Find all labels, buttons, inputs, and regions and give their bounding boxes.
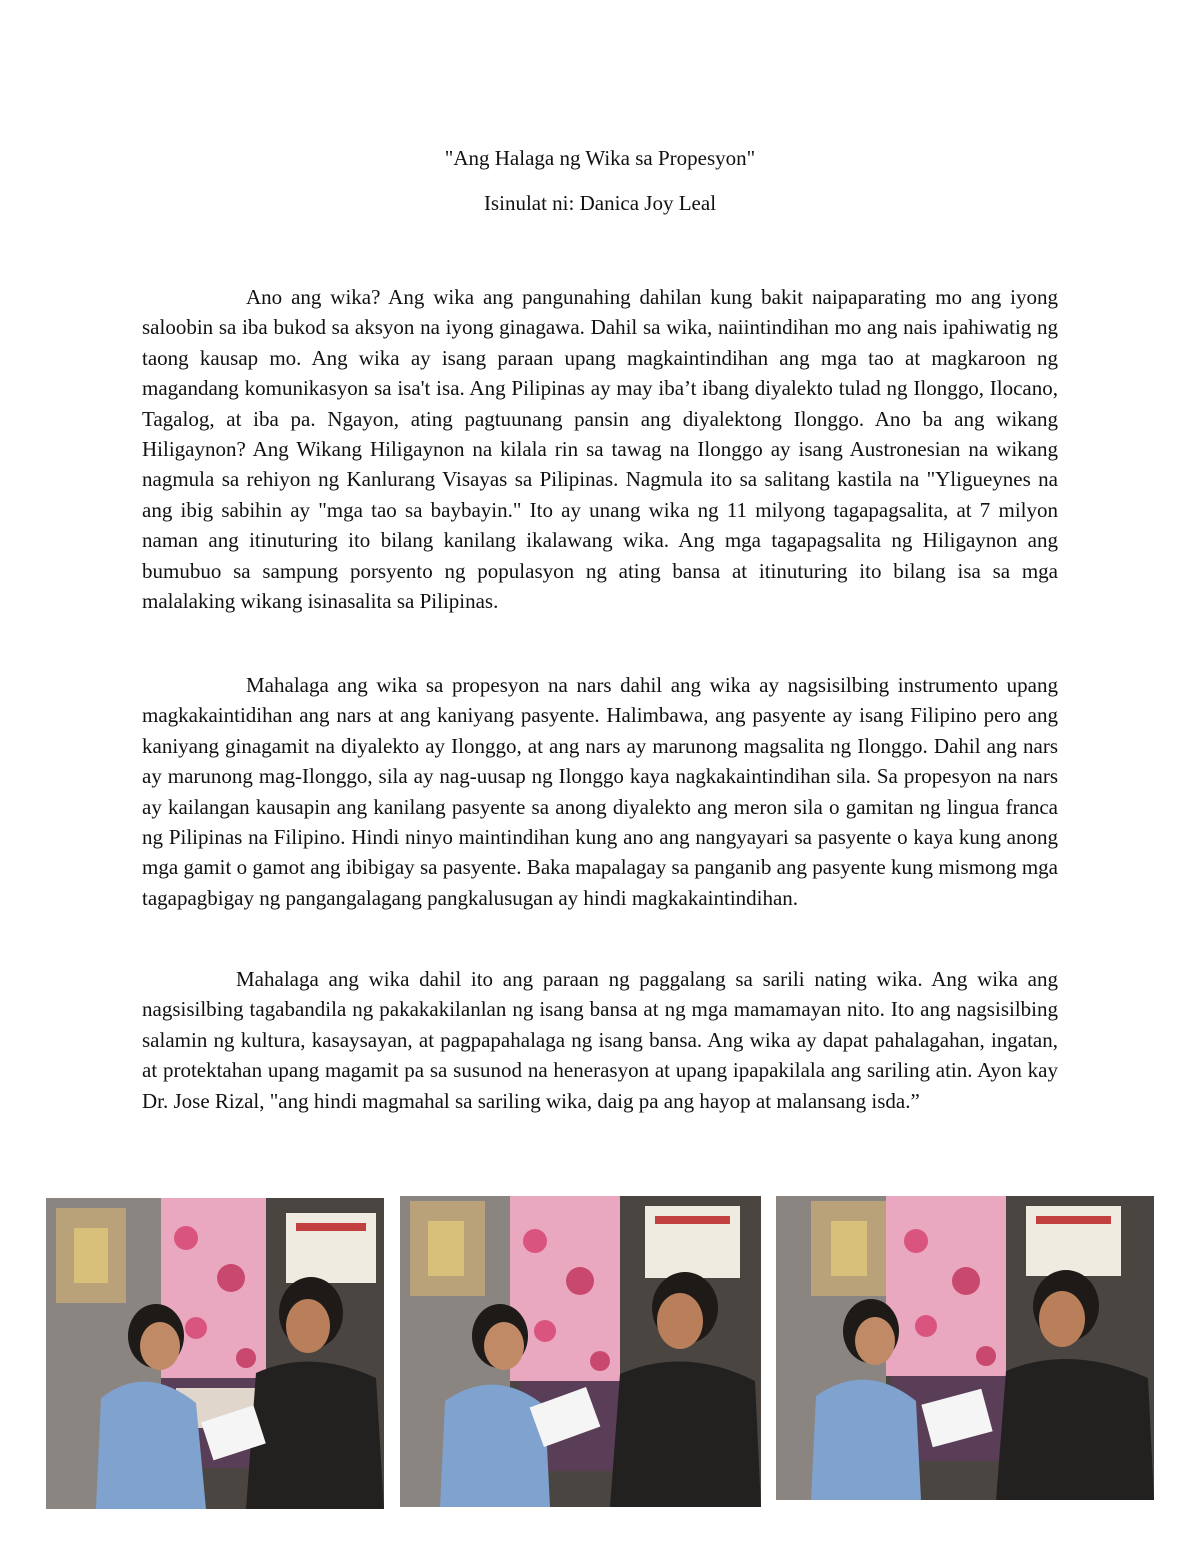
photo-interview-2 (400, 1196, 761, 1507)
paragraph-3: Mahalaga ang wika dahil ito ang paraan ng paggalang sa sarili nating wika. Ang wika ang nagsisilbing tagabandila ng pakakakilanlan ng isang bansa at ng mga mamamayan nito. Ito ang nagsisilbing salamin ng kultura, kasaysayan, at pagpapahalaga ng isang bansa. Ang wika ay dapat pahalagahan, ingatan, at protektahan upang magamit pa sa susunod na henerasyon at upang ipapakilala ang sariling atin. Ayon kay Dr. Jose Rizal, "ang hindi magmahal sa sariling wika, daig pa ang hayop at malansang isda.” (142, 967, 1058, 1113)
photo-interview-1 (46, 1198, 384, 1509)
paragraph-2: Mahalaga ang wika sa propesyon na nars dahil ang wika ay nagsisilbing instrumento upang magkakaintidihan ang nars at ang kaniyang pasyente. Halimbawa, ang pasyente ay isang Filipino pero ang kaniyang ginagamit na diyalekto ay Ilonggo, at ang nars ay marunong magsalita ng Ilonggo. Dahil ang nars ay marunong mag-Ilonggo, sila ay nag-uusap ng Ilonggo kaya nagkakaintindihan sila. Sa propesyon na nars ay kailangan kausapin ang kanilang pasyente sa anong diyalekto ang meron sila o gamitan ng lingua franca ng Pilipinas na Filipino. Hindi ninyo maintindihan kung ano ang nangyayari sa pasyente o kaya kung anong mga gamit o gamot ang ibibigay sa pasyente. Baka mapalagay sa panganib ang pasyente kung mismong mga tagapagbigay ng pangangalagang pangkalusugan ay hindi magkakaintindihan. (142, 673, 1058, 910)
author-line: Isinulat ni: Danica Joy Leal (483, 191, 717, 215)
document-title: "Ang Halaga ng Wika sa Propesyon" (444, 146, 756, 170)
paragraph-1: Ano ang wika? Ang wika ang pangunahing dahilan kung bakit naipaparating mo ang iyong saloobin sa iba bukod sa aksyon na iyong ginagawa. Dahil sa wika, naiintindihan mo ang nais ipahiwatig ng taong kausap mo. Ang wika ay isang paraan upang magkaintindihan ang mga tao at magkaroon ng magandang komunikasyon sa isa't isa. Ang Pilipinas ay may iba’t ibang diyalekto tulad ng Ilonggo, Ilocano, Tagalog, at iba pa. Ngayon, ating pagtuunang pansin ang diyalektong Ilonggo. Ano ba ang wikang Hiligaynon? Ang Wikang Hiligaynon na kilala rin sa tawag na Ilonggo ay isang Austronesian na wikang nagmula sa rehiyon ng Kanlurang Visayas sa Pilipinas. Nagmula ito sa salitang kastila na "Yligueynes na ang ibig sabihin ay "mga tao sa baybayin." Ito ay unang wika ng 11 milyong tagapagsalita, at 7 milyon naman ang itinuturing ito bilang kanilang ikalawang wika. Ang mga tagapagsalita ng Hiligaynon ang bumubuo sa sampung porsyento ng populasyon ng ating bansa at itinuturing ito bilang isa sa mga malalaking wikang isinasalita sa Pilipinas. (142, 285, 1058, 614)
photo-interview-3 (776, 1196, 1154, 1500)
